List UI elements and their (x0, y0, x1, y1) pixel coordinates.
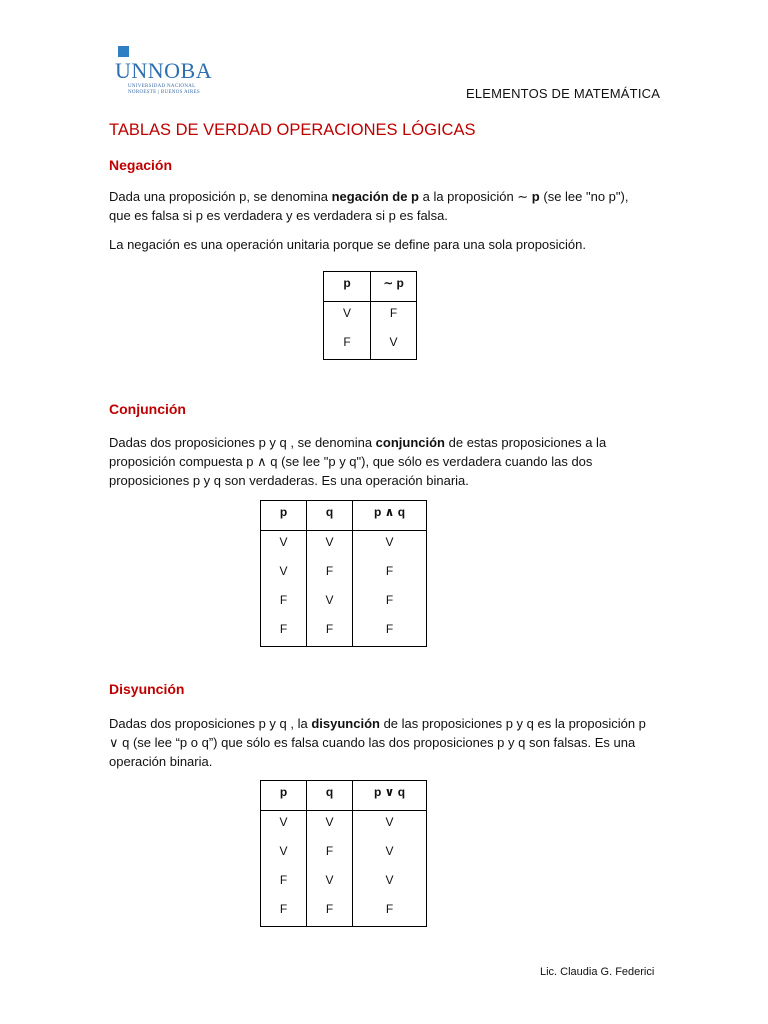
table-cell: V (324, 302, 371, 331)
table-cell: V (353, 869, 427, 898)
table-cell: V (371, 331, 417, 360)
table-row (261, 811, 427, 840)
table-cell: F (371, 302, 417, 331)
table-header-cell: p (261, 501, 307, 531)
table-cell: F (353, 589, 427, 618)
table-cell: F (353, 618, 427, 647)
table-cell: V (261, 811, 307, 840)
table-cell: V (261, 531, 307, 560)
table-cell: V (353, 840, 427, 869)
table-header-cell: q (307, 501, 353, 531)
document-title: TABLAS DE VERDAD OPERACIONES LÓGICAS (109, 121, 476, 139)
table-row (261, 560, 427, 589)
table-cell: F (324, 331, 371, 360)
disyuncion-definition-paragraph: Dadas dos proposiciones p y q , la disyunción de las proposiciones p y q es la proposición p ∨ q (se lee “p o q”) que sólo es falsa cuando las dos proposiciones p y q son falsas. Es una operación binaria. (109, 716, 646, 769)
table-row (261, 869, 427, 898)
table-cell: F (353, 898, 427, 927)
table-cell: F (307, 840, 353, 869)
table-header-row (261, 781, 427, 811)
table-cell: F (307, 560, 353, 589)
table-header-cell: p (324, 272, 371, 302)
table-cell: V (353, 531, 427, 560)
table-row (261, 898, 427, 927)
table-cell: V (353, 811, 427, 840)
table-cell: V (307, 531, 353, 560)
table-header-cell: ∼ p (371, 272, 417, 302)
table-row (261, 531, 427, 560)
section-heading-disyuncion: Disyunción (109, 681, 185, 697)
table-cell: F (261, 898, 307, 927)
table-header-cell: p ∨ q (353, 781, 427, 811)
logo-subtitle-line-1: UNIVERSIDAD NACIONAL (128, 84, 196, 89)
logo-square-icon (118, 46, 129, 57)
table-cell: F (261, 869, 307, 898)
table-row (261, 840, 427, 869)
logo-wordmark: UNNOBA (115, 58, 213, 83)
table-header-row (324, 272, 417, 302)
course-name: ELEMENTOS DE MATEMÁTICA (466, 86, 661, 101)
disyuncion-truth-table (260, 780, 427, 927)
table-cell: F (307, 618, 353, 647)
table-cell: F (261, 589, 307, 618)
conjuncion-truth-table (260, 500, 427, 647)
table-row (324, 331, 417, 360)
footer-author: Lic. Claudia G. Federici (540, 966, 655, 978)
table-cell: F (307, 898, 353, 927)
negacion-definition-paragraph: Dada una proposición p, se denomina negación de p a la proposición ∼ p (se lee "no p"), que es falsa si p es verdadera y es verdadera si p es falsa. (109, 189, 629, 223)
table-row (261, 618, 427, 647)
table-header-cell: q (307, 781, 353, 811)
table-cell: V (307, 811, 353, 840)
table-cell: F (261, 618, 307, 647)
logo-subtitle-line-2: NOROESTE | BUENOS AIRES (128, 90, 200, 95)
negacion-unitary-paragraph: La negación es una operación unitaria porque se define para una sola proposición. (109, 237, 587, 252)
table-header-cell: p (261, 781, 307, 811)
table-cell: F (353, 560, 427, 589)
table-header-cell: p ∧ q (353, 501, 427, 531)
section-heading-conjuncion: Conjunción (109, 401, 186, 417)
table-cell: V (307, 589, 353, 618)
section-heading-negacion: Negación (109, 157, 173, 173)
negacion-truth-table (323, 271, 417, 360)
table-row (261, 589, 427, 618)
table-cell: V (261, 560, 307, 589)
table-header-row (261, 501, 427, 531)
conjuncion-definition-paragraph: Dadas dos proposiciones p y q , se denomina conjunción de estas proposiciones a la proposición compuesta p ∧ q (se lee "p y q"), que sólo es verdadera cuando las dos proposiciones p y q son verdaderas. Es una operación binaria. (109, 435, 607, 488)
table-row (324, 302, 417, 331)
table-cell: V (307, 869, 353, 898)
table-cell: V (261, 840, 307, 869)
